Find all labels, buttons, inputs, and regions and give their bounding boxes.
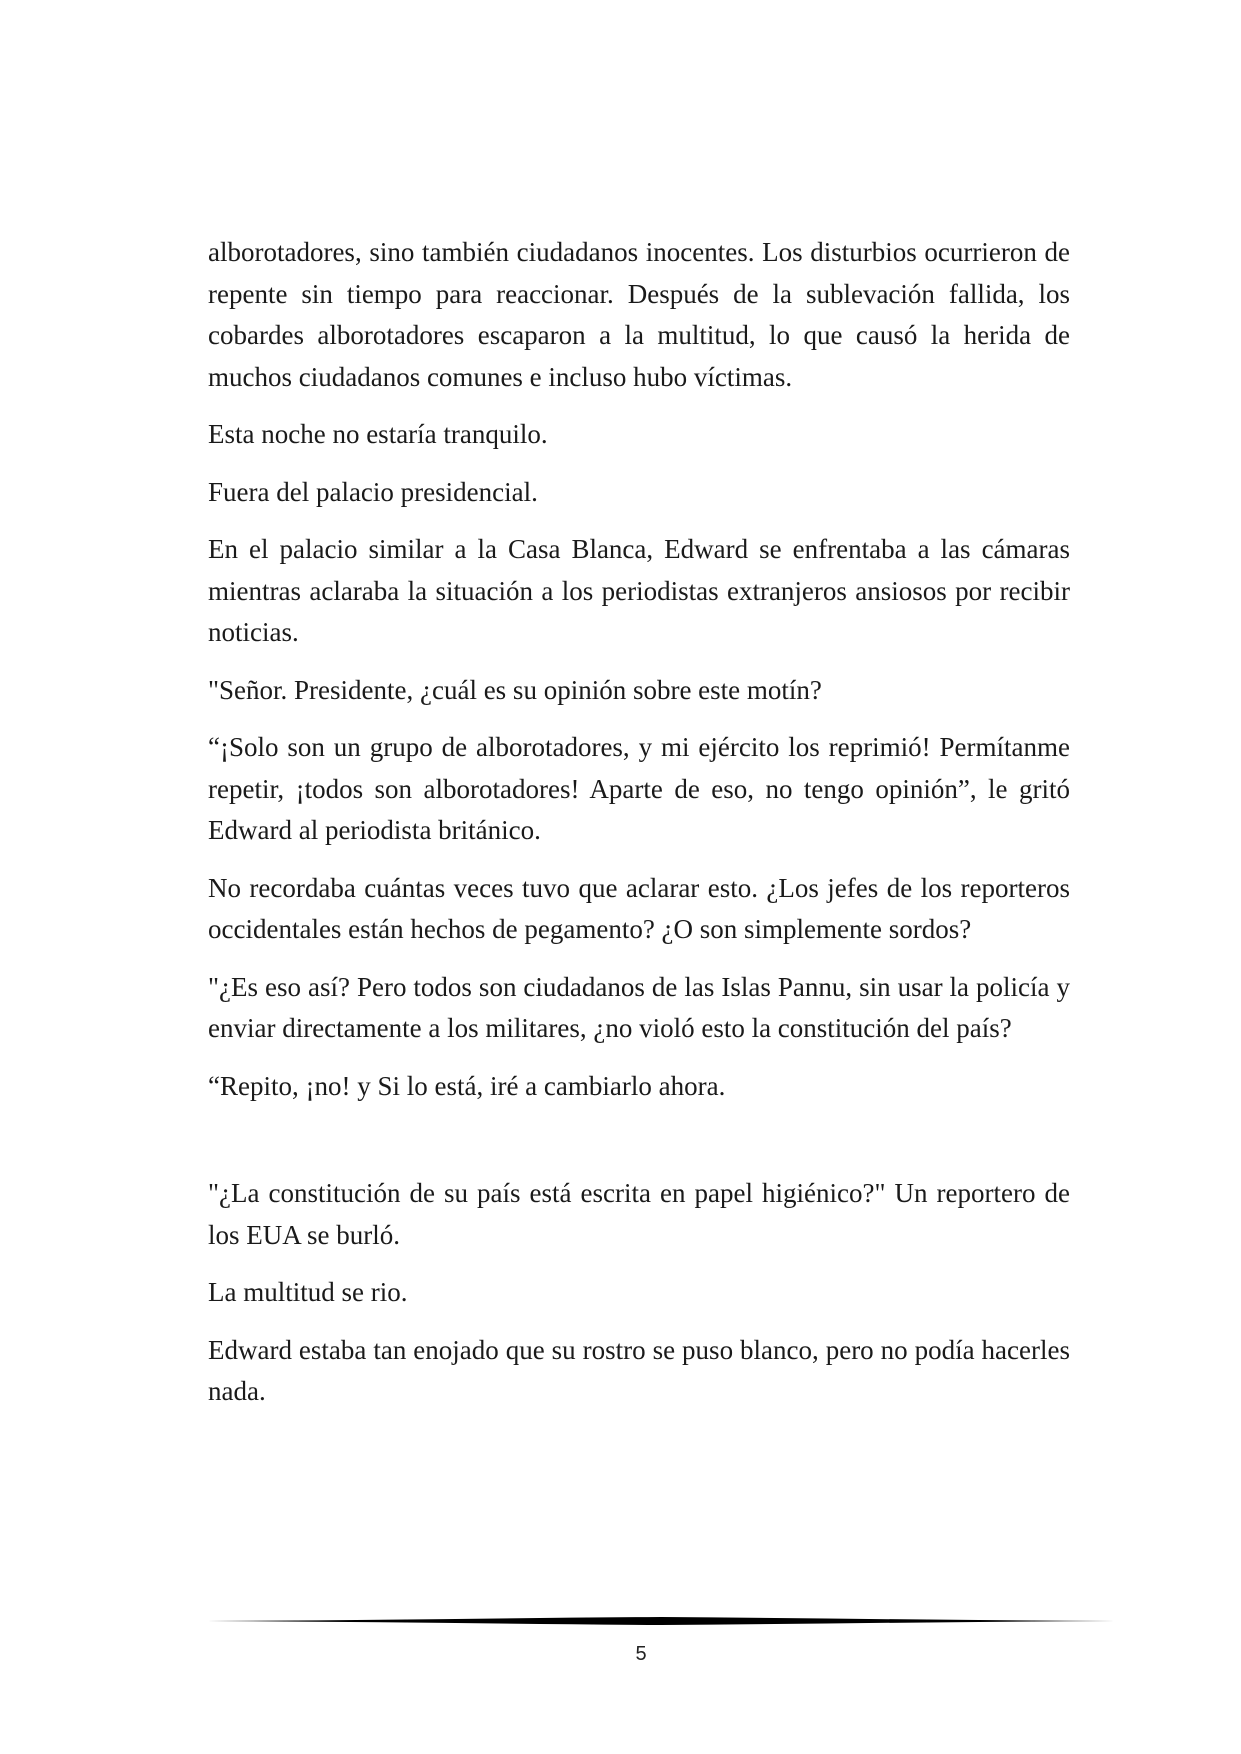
paragraph-4: En el palacio similar a la Casa Blanca, Edward se enfrentaba a las cámaras mientras aclaraba la situación a los periodistas extranjeros ansiosos por recibir noticias. (208, 534, 1070, 647)
paragraph-6: “¡Solo son un grupo de alborotadores, y mi ejército los reprimió! Permítanme repetir, ¡todos son alborotadores! Aparte de eso, no tengo opinión”, le gritó Edward al periodista británico. (208, 732, 1070, 845)
paragraph-1: alborotadores, sino también ciudadanos inocentes. Los disturbios ocurrieron de repente sin tiempo para reaccionar. Después de la sublevación fallida, los cobardes alborotadores escaparon a la multitud, lo que causó la herida de muchos ciudadanos comunes e incluso hubo víctimas. (208, 237, 1070, 392)
paragraph-5: "Señor. Presidente, ¿cuál es su opinión sobre este motín? (208, 674, 822, 705)
paragraph-2: Esta noche no estaría tranquilo. (208, 419, 548, 449)
paragraph-12: Edward estaba tan enojado que su rostro se puso blanco, pero no podía hacerles nada. (208, 1334, 1070, 1406)
paragraph-9: “Repito, ¡no! y Si lo está, iré a cambiarlo ahora. (208, 1070, 726, 1101)
page-number: 5 (635, 1643, 647, 1665)
paragraph-8: "¿Es eso así? Pero todos son ciudadanos de las Islas Pannu, sin usar la policía y enviar directamente a los militares, ¿no violó esto la constitución del país? (208, 971, 1070, 1043)
paragraph-7: No recordaba cuántas veces tuvo que aclarar esto. ¿Los jefes de los reporteros occidentales están hechos de pegamento? ¿O son simplemente sordos? (208, 872, 1070, 944)
footer-divider-rule (207, 1616, 1115, 1626)
paragraph-11: La multitud se rio. (208, 1277, 408, 1307)
body-text (208, 232, 1070, 1429)
paragraph-10: "¿La constitución de su país está escrita en papel higiénico?" Un reportero de los EUA se burló. (208, 1178, 1070, 1250)
paragraph-3: Fuera del palacio presidencial. (208, 476, 538, 507)
